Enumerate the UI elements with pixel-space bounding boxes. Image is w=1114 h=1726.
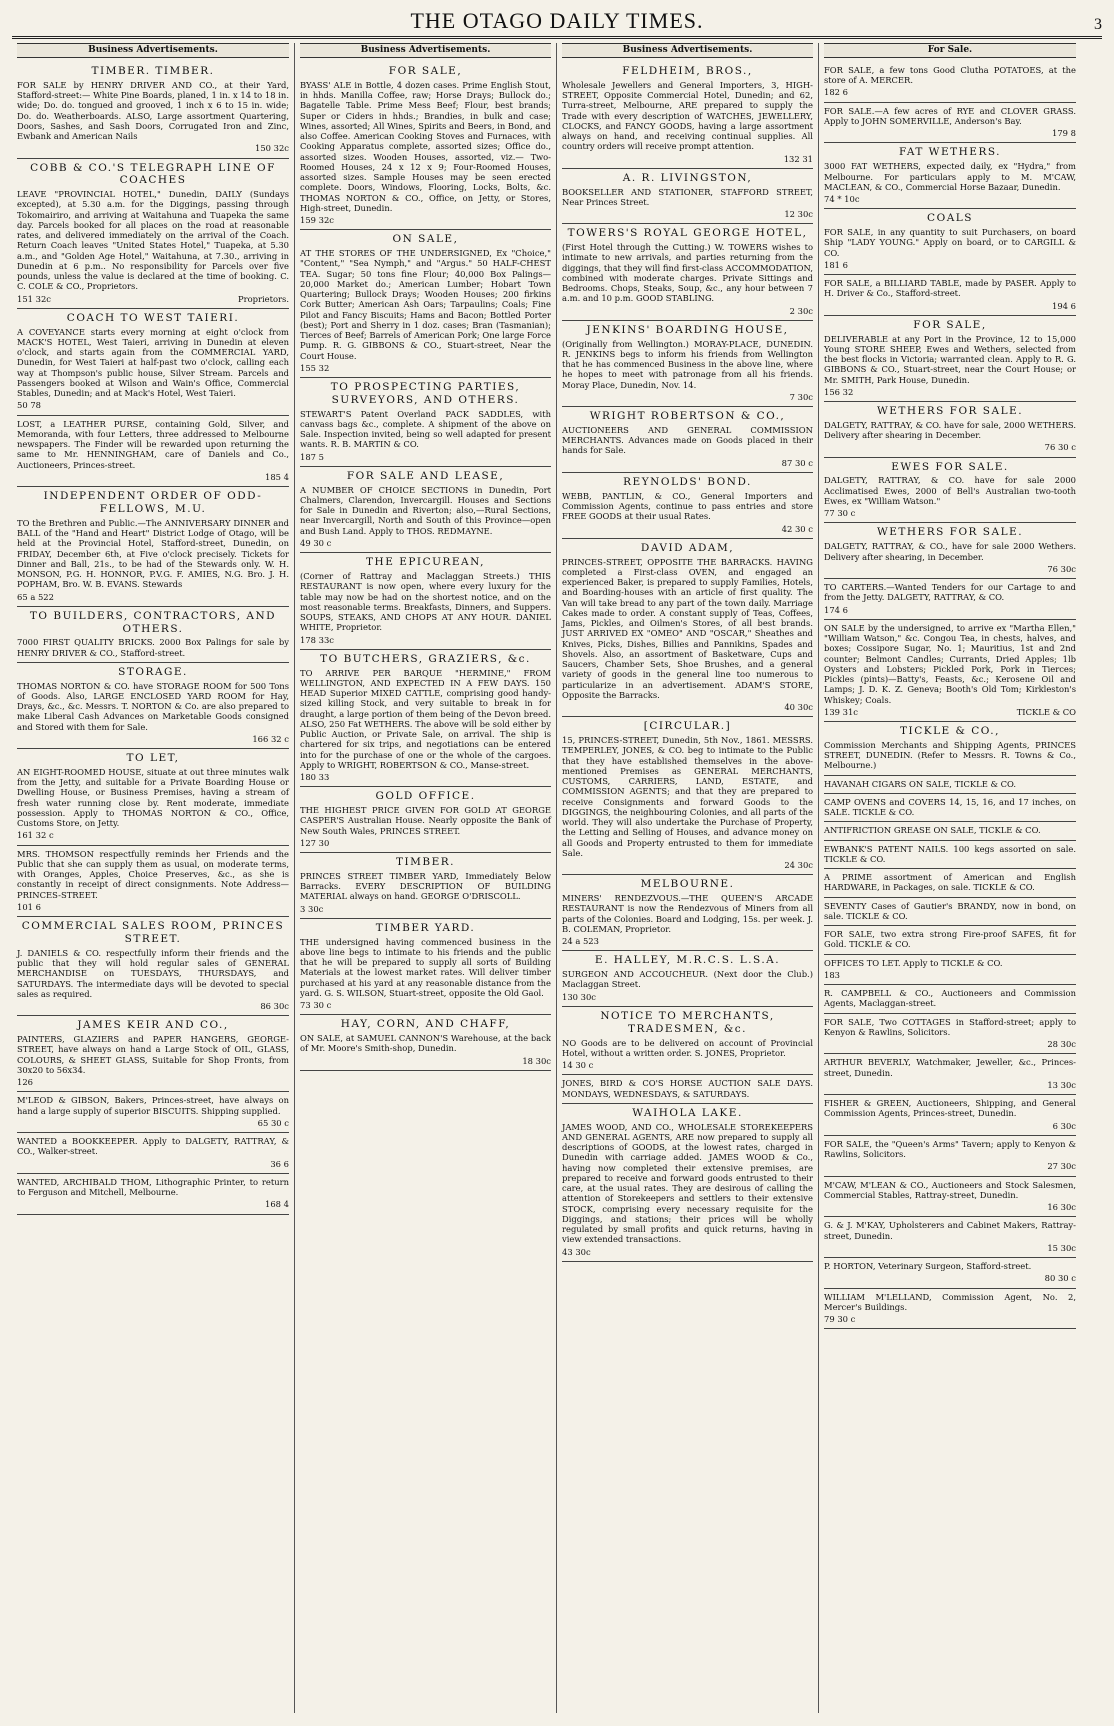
advertisement	[562, 717, 813, 875]
advertisement-title: FELDHEIM, BROS.,	[622, 64, 753, 77]
reference-right: 87 30 c	[781, 457, 813, 468]
advertisement-title: HAY, CORN, AND CHAFF,	[340, 1018, 511, 1031]
advertisement-reference	[17, 902, 289, 912]
advertisement-title: REYNOLDS' BOND.	[623, 475, 752, 488]
advertisement	[562, 473, 813, 539]
reference-left: 156 32	[824, 386, 854, 397]
advertisement	[824, 458, 1076, 524]
advertisement-reference	[300, 772, 551, 782]
advertisement-reference	[300, 904, 551, 914]
advertisement-reference	[824, 1314, 1076, 1324]
advertisement-reference	[824, 1080, 1076, 1090]
advertisement-title: COBB & CO.'S TELEGRAPH LINE OF COACHES	[30, 161, 276, 187]
advertisement-body: A COVEYANCE starts every morning at eight o'clock from MACK'S HOTEL, West Taieri, arriving in Dunedin at eleven o'clock, and starts again from the COMMERCIAL YARD, Dunedin, for West Taieri at half-past two o'clock, calling each way at Thompson's public house, Silver Stream. Parcels and Passengers booked at Wilson and Wain's Office, Commercial Stables, Dunedin; and at Mack's Hotel, West Taieri.	[17, 326, 289, 399]
advertisement-body: FOR SALE, a BILLIARD TABLE, made by PASER. Apply to H. Driver & Co., Stafford-street.	[824, 278, 1076, 299]
reference-left: 155 32	[300, 362, 330, 373]
advertisement-body: CAMP OVENS and COVERS 14, 15, 16, and 17 inches, on SALE. TICKLE & CO.	[824, 796, 1076, 818]
advertisement-body: FOR SALE by HENRY DRIVER AND CO., at their Yard, Stafford-street:— White Pine Boards, planed, 1 in. x 14 to 18 in. wide; Do. do. tongued and grooved, 1 inch x 6 to 15 in. wide; Do. do. Weatherboards. ALSO, Large assortment Quartering, Doors, Sashes, and Sash Doors, Corrugated Iron and Zinc, Ewbank and American Nails	[17, 79, 289, 142]
advertisement-title: NOTICE TO MERCHANTS, TRADESMEN, &c.	[600, 1009, 775, 1035]
advertisement-reference	[824, 128, 1076, 138]
advertisement	[562, 169, 813, 225]
advertisement-body: BOOKSELLER AND STATIONER, STAFFORD STREET, Near Princes Street.	[562, 186, 813, 207]
reference-right: 179 8	[1052, 128, 1076, 139]
reference-left: 77 30 c	[824, 508, 856, 519]
advertisement-body: 3000 FAT WETHERS, expected daily, ex "Hydra," from Melbourne. For particulars apply to M. M'CAW, MACLEAN, & CO., Commercial Horse Bazaar, Dunedin.	[824, 161, 1076, 192]
advertisement-body: ANTIFRICTION GREASE ON SALE, TICKLE & CO.	[824, 825, 1041, 836]
advertisement	[824, 1095, 1076, 1136]
advertisement	[824, 1054, 1076, 1095]
reference-left: 101 6	[17, 901, 41, 912]
reference-left: 126	[17, 1077, 33, 1088]
masthead-rule	[12, 36, 1102, 39]
column-4	[819, 43, 1081, 1713]
columns-container	[12, 43, 1102, 1713]
advertisement-reference	[824, 1121, 1076, 1131]
advertisement-reference	[824, 707, 1076, 717]
advertisement-body: M'CAW, M'LEAN & CO., Auctioneers and Stock Salesmen, Commercial Stables, Rattray-street, Dunedin.	[824, 1179, 1076, 1200]
advertisement-body: DALGETY, RATTRAY, & CO. have for sale 2000 Acclimatised Ewes, 2000 of Bell's Australian two-tooth Ewes, ex "William Watson."	[824, 475, 1076, 506]
advertisement	[824, 841, 1076, 870]
advertisement-title: WETHERS FOR SALE.	[876, 405, 1024, 418]
advertisement	[824, 275, 1076, 316]
advertisement-reference	[17, 830, 289, 840]
advertisement-reference	[824, 1202, 1076, 1212]
advertisement-reference	[824, 260, 1076, 270]
advertisement-body: LOST, a LEATHER PURSE, containing Gold, Silver, and Memoranda, with four Letters, three addressed to Melbourne newspapers. The Finder will be rewarded upon returning the same to Mr. HENNINGHAM, care of Daniels and Co., Auctioneers, Princes-street.	[17, 418, 289, 470]
advertisement-title: FOR SALE,	[913, 318, 987, 331]
advertisement	[824, 1177, 1076, 1218]
advertisement	[562, 224, 813, 321]
advertisement-title: COALS	[927, 212, 973, 225]
reference-right: 24 30c	[784, 860, 813, 871]
advertisement	[300, 853, 551, 919]
advertisement-body: TO CARTERS.—Wanted Tenders for our Cartage to and from the Jetty. DALGETY, RATTRAY, & CO.	[824, 582, 1076, 603]
reference-right: 76 30 c	[1044, 442, 1076, 453]
advertisement-title: TO BUTCHERS, GRAZIERS, &c.	[320, 652, 531, 665]
reference-right: 28 30c	[1047, 1039, 1076, 1050]
advertisement-title: FOR SALE,	[388, 64, 463, 77]
advertisement-body: EWBANK'S PATENT NAILS. 100 kegs assorted on sale. TICKLE & CO.	[824, 843, 1076, 864]
advertisement-title: MELBOURNE.	[640, 878, 735, 891]
advertisement-title: WETHERS FOR SALE.	[876, 526, 1024, 539]
advertisement-title: TIMBER.	[395, 856, 456, 869]
advertisement	[562, 407, 813, 473]
advertisement-title: ON SALE,	[392, 233, 459, 246]
advertisement-body: FOR SALE.—A few acres of RYE and CLOVER GRASS. Apply to JOHN SOMERVILLE, Anderson's Bay.	[824, 105, 1076, 126]
advertisement	[17, 917, 289, 1016]
reference-left: 43 30c	[562, 1246, 591, 1257]
reference-left: 24 a 523	[562, 936, 599, 947]
reference-right: 86 30c	[260, 1001, 289, 1012]
advertisement	[824, 822, 1076, 840]
advertisement	[17, 1016, 289, 1092]
column-heading: For Sale.	[824, 43, 1076, 58]
advertisement	[300, 553, 551, 650]
advertisement	[824, 103, 1076, 144]
advertisement	[824, 523, 1076, 579]
advertisement-title: TOWERS'S ROYAL GEORGE HOTEL,	[567, 227, 808, 240]
advertisement-body: A NUMBER OF CHOICE SECTIONS in Dunedin, Port Chalmers, Clarendon, Invercargill. Houses and Sections for Sale in Dunedin and Riverton; also,—Rural Sections, near Invercargill, North and South of this Province—open and Bush Land. Apply to THOS. REDMAYNE.	[300, 484, 551, 536]
advertisement-title: EWES FOR SALE.	[891, 460, 1009, 473]
advertisement-reference	[824, 1161, 1076, 1171]
advertisement-body: SEVENTY Cases of Gautier's BRANDY, now in bond, on sale. TICKLE & CO.	[824, 900, 1076, 921]
advertisement-body: AUCTIONEERS AND GENERAL COMMISSION MERCHANTS. Advances made on Goods placed in their hands for Sale.	[562, 424, 813, 456]
advertisement-title: TIMBER. TIMBER.	[91, 64, 215, 77]
advertisement	[300, 230, 551, 378]
reference-left: 183	[824, 969, 840, 980]
advertisement	[562, 539, 813, 718]
advertisement-body: (Corner of Rattray and Maclaggan Streets.) THIS RESTAURANT is now open, where every luxury for the table may now be had on the shortest notice, and on the most reasonable terms. Breakfasts, Dinners, and Suppers. SOUPS, STEAKS, AND CHOPS AT ANY HOUR. DANIEL WHITE, Proprietor.	[300, 571, 551, 633]
advertisement	[562, 875, 813, 951]
column-1	[12, 43, 295, 1713]
advertisement-reference	[562, 1060, 813, 1070]
reference-left: 50 78	[17, 400, 41, 411]
reference-right: 27 30c	[1047, 1161, 1076, 1172]
advertisement-body: TO the Brethren and Public.—The ANNIVERSARY DINNER and BALL of the "Hand and Heart" District Lodge of Otago, will be held at the Provincial Hotel, Stafford-street, Dunedin, on FRIDAY, December 6th, at Five o'clock precisely. Tickets for Dinner and Ball, 21s., to be had of the Stewards only. W. H. MONSON, P.G. H. HONNOR, P.V.G. F. AMIES, N.G. Bro. J. H. POPHAM, Bro. W. B. EVANS. Stewards	[17, 517, 289, 590]
advertisement-title: TIMBER YARD.	[375, 921, 476, 934]
reference-right: 6 30c	[1052, 1120, 1076, 1131]
reference-right: 7 30c	[789, 391, 813, 402]
reference-right: 185 4	[265, 471, 289, 482]
advertisement-title: FAT WETHERS.	[898, 146, 1002, 159]
advertisement-reference	[824, 1243, 1076, 1253]
advertisement-reference	[824, 194, 1076, 204]
advertisement	[300, 787, 551, 853]
advertisement-reference	[824, 564, 1076, 574]
advertisement-title: THE EPICUREAN,	[366, 556, 485, 569]
advertisement	[17, 309, 289, 416]
advertisement	[824, 955, 1076, 986]
advertisement-body: PRINCES STREET TIMBER YARD, Immediately Below Barracks. EVERY DESCRIPTION OF BUILDING MATERIAL always on hand. GEORGE O'DRISCOLL.	[300, 870, 551, 902]
advertisement-reference	[300, 215, 551, 225]
advertisement-reference	[824, 301, 1076, 311]
advertisement-reference	[824, 387, 1076, 397]
reference-right: 194 6	[1052, 300, 1076, 311]
reference-right: 40 30c	[784, 702, 813, 713]
advertisement	[300, 1015, 551, 1071]
advertisement-reference	[562, 154, 813, 164]
advertisement-reference	[562, 936, 813, 946]
advertisement-reference	[824, 508, 1076, 518]
advertisement	[562, 1104, 813, 1262]
column-2	[295, 43, 557, 1713]
advertisement-body: FOR SALE, in any quantity to suit Purchasers, on board Ship "LADY YOUNG." Apply on board, or to CARGILL & CO.	[824, 227, 1076, 258]
advertisement-body: A PRIME assortment of American and English HARDWARE, in Packages, on sale. TICKLE & CO.	[824, 872, 1076, 893]
reference-left: 79 30 c	[824, 1314, 856, 1325]
advertisement	[17, 1092, 289, 1133]
reference-right: 168 4	[265, 1199, 289, 1210]
reference-right: 16 30c	[1047, 1202, 1076, 1213]
reference-left: 74 * 10c	[824, 194, 860, 205]
reference-left: 139 31c	[824, 706, 858, 717]
advertisement	[824, 898, 1076, 927]
advertisement-body: JONES, BIRD & CO'S HORSE AUCTION SALE DAYS. MONDAYS, WEDNESDAYS, & SATURDAYS.	[562, 1078, 813, 1099]
column-3	[557, 43, 819, 1713]
advertisement	[17, 416, 289, 488]
advertisement-title: [CIRCULAR.]	[643, 720, 732, 733]
advertisement-body: Commission Merchants and Shipping Agents, PRINCES STREET, DUNEDIN. (Refer to Messrs. R. Towns & Co., Melbourne.)	[824, 739, 1076, 771]
advertisement-body: P. HORTON, Veterinary Surgeon, Stafford-street.	[824, 1261, 1032, 1272]
reference-left: 130 30c	[562, 991, 596, 1002]
advertisement	[824, 926, 1076, 955]
advertisement	[824, 1014, 1076, 1055]
advertisement-reference	[824, 1039, 1076, 1049]
advertisement-reference	[300, 838, 551, 848]
advertisement	[562, 1007, 813, 1075]
advertisement-title: GOLD OFFICE.	[375, 790, 476, 803]
advertisement	[824, 62, 1076, 103]
advertisement-body: STEWART'S Patent Overland PACK SADDLES, with canvass bags &c., complete. A shipment of the above on Sale. Inspection invited, being so well adapted for present wants. R. B. MARTIN & CO.	[300, 408, 551, 450]
advertisement-body: PAINTERS, GLAZIERS and PAPER HANGERS, GEORGE-STREET, have always on hand a Large Stock of OIL, GLASS, COLOURS, & SHEET GLASS, Suitable for Shop Fronts, from 30x20 to 56x34.	[17, 1034, 289, 1075]
reference-right: 65 30 c	[257, 1117, 289, 1128]
advertisement	[824, 794, 1076, 823]
advertisement-body: MRS. THOMSON respectfully reminds her Friends and the Public that she can supply them as usual, on moderate terms, with Oranges, Apples, Choice Preserves, &c., as she is constantly in receipt of direct consignments. Note Address—PRINCES-STREET.	[17, 848, 289, 900]
advertisement-body: SURGEON AND ACCOUCHEUR. (Next door the Club.) Maclaggan Street.	[562, 969, 813, 990]
advertisement-body: AT THE STORES OF THE UNDERSIGNED, Ex "Choice," "Content," "Sea Nymph," and "Argus." 50 HALF-CHEST TEA. Sugar; 50 tons fine Flour; 40,000 Box Palings—20,000 Market do.; American Lumber; Hobart Town Quartering; Bullock Drays; Wooden Houses; 200 firkins Cork Butter; American Ash Oars; Tarpaulins; Coals; Fine Pilot and Fancy Biscuits; Hams and Bacon; Bottled Porter (best); Port and Sherry in 1 doz. cases; Bran (Tasmanian); Tierces of Beef; Barrels of American Pork; One large Force Pump. R. G. GIBBONS & CO., Stuart-street, Near the Court House.	[300, 248, 551, 361]
advertisement-body: FISHER & GREEN, Auctioneers, Shipping, and General Commission Agents, Princes-street, Dunedin.	[824, 1098, 1076, 1119]
newspaper-title: THE OTAGO DAILY TIMES.	[410, 8, 704, 33]
advertisement-reference	[17, 143, 289, 153]
advertisement	[17, 487, 289, 607]
advertisement-reference	[300, 452, 551, 462]
advertisement	[17, 1133, 289, 1174]
advertisement-title: A. R. LIVINGSTON,	[622, 171, 753, 184]
advertisement-body: THOMAS NORTON & CO. have STORAGE ROOM for 500 Tons of Goods. Also, LARGE ENCLOSED YARD ROOM for Hay, Drays, &c., &c. Messrs. T. NORTON & Co. are also prepared to make Liberal Cash Advances on Marketable Goods consigned and Stored with them for Sale.	[17, 680, 289, 732]
advertisement-body: PRINCES-STREET, OPPOSITE THE BARRACKS. HAVING completed a First-class OVEN, and engaged an experienced Baker, is prepared to supply Families, Hotels, and Boarding-houses with an article of first quality. The Van will take bread to any part of the town daily. Marriage Cakes made to order. A constant supply of Teas, Coffees, Jams, Pickles, and Oilmen's Stores, of all best brands. JUST ARRIVED EX "OMEO" AND "OSCAR," Sheathes and Knives, Picks, Dishes, Billies and Pannikins, Spades and Shovels. Also, an assortment of Basketware, Cups and Saucers, Chamber Sets, Shoe Brushes, and a general variety of goods in the general line too numerous to particularize in an advertisement. ADAM'S STORE, Opposite the Barracks.	[562, 556, 813, 700]
reference-right: 132 31	[783, 153, 813, 164]
newspaper-page	[12, 6, 1102, 1720]
advertisement-reference	[300, 1000, 551, 1010]
advertisement-title: WRIGHT ROBERTSON & CO.,	[589, 410, 786, 423]
advertisement	[17, 607, 289, 663]
advertisement-reference	[300, 363, 551, 373]
advertisement-reference	[17, 1199, 289, 1209]
advertisement	[562, 321, 813, 407]
advertisement-body: WANTED, ARCHIBALD THOM, Lithographic Printer, to return to Ferguson and Mitchell, Melbourne.	[17, 1176, 289, 1198]
advertisement-reference	[17, 1159, 289, 1169]
advertisement	[824, 1289, 1076, 1330]
masthead	[12, 6, 1102, 34]
advertisement	[562, 951, 813, 1007]
advertisement-body: 7000 FIRST QUALITY BRICKS. 2000 Box Palings for sale by HENRY DRIVER & CO., Stafford-street.	[17, 637, 289, 658]
advertisement-title: COACH TO WEST TAIERI.	[66, 311, 240, 324]
reference-left: 127 30	[300, 837, 330, 848]
column-heading: Business Advertisements.	[17, 43, 289, 58]
advertisement-title: INDEPENDENT ORDER OF ODD-FELLOWS, M.U.	[43, 490, 263, 515]
advertisement-reference	[824, 605, 1076, 615]
reference-right: 150 32c	[255, 143, 289, 154]
advertisement-body: (First Hotel through the Cutting.) W. TOWERS wishes to intimate to new arrivals, and parties returning from the diggings, that they will find first-class ACCOMMODATION, combined with moderate charges. Private Sittings and Bedrooms. Chops, Steaks, Soup, &c., any hour between 7 a.m. and 10 p.m. GOOD STABLING.	[562, 242, 813, 304]
advertisement-body: Wholesale Jewellers and General Importers, 3, HIGH-STREET, Opposite Commercial Hotel, Dunedin; and 62, Turra-street, Melbourne, ARE prepared to supply the Trade with every description of WATCHES, JEWELLERY, CLOCKS, and FANCY GOODS, having a large assortment always on hand, and receiving continual supplies. All country orders will receive prompt attention.	[562, 79, 813, 152]
advertisement-body: WILLIAM M'LELLAND, Commission Agent, No. 2, Mercer's Buildings.	[824, 1291, 1076, 1312]
advertisement-body: ON SALE, at SAMUEL CANNON'S Warehouse, at the back of Mr. Moore's Smith-shop, Dunedin.	[300, 1033, 551, 1054]
reference-left: 181 6	[824, 259, 848, 270]
advertisement	[17, 846, 289, 918]
advertisement-body: DALGETY, RATTRAY, & CO., have for sale 2000 Wethers. Delivery after shearing, in December.	[824, 541, 1076, 562]
advertisement-title: JAMES KEIR AND CO.,	[77, 1019, 229, 1032]
advertisement	[824, 316, 1076, 402]
reference-right: 15 30c	[1047, 1242, 1076, 1253]
advertisement-reference	[17, 1001, 289, 1011]
advertisement-body: R. CAMPBELL & CO., Auctioneers and Commission Agents, Maclaggan-street.	[824, 988, 1076, 1009]
advertisement-body: FOR SALE, a few tons Good Clutha POTATOES, at the store of A. MERCER.	[824, 64, 1076, 86]
advertisement	[824, 620, 1076, 722]
advertisement	[562, 1075, 813, 1104]
advertisement	[300, 467, 551, 553]
advertisement-body: BYASS' ALE in Bottle, 4 dozen cases. Prime English Stout, in hhds. Manilla Coffee, raw; Horse Drays; Bullock do.; Bagatelle Table. Prime Mess Beef; Flour, best brands; Super or Ciders in hhds.; Brandies, in bulk and case; Wines, assorted; All Wines, Spirits and Beers, in Bond, and also Coffee. American Cooking Stoves and Furnaces, with Cooking Apparatus complete, assorted sizes; Office do., assorted sizes. Wooden Houses, assorted, viz.— Two-Roomed Houses, 24 x 12 x 9; Four-Roomed Houses, assorted sizes. Sample Houses may be seen erected complete. Doors, Windows, Flooring, Locks, Bolts, &c. THOMAS NORTON & CO., Office, on Jetty, or Stores, High-street, Dunedin.	[300, 79, 551, 213]
advertisement-reference	[562, 458, 813, 468]
advertisement-title: TO BUILDERS, CONTRACTORS, AND OTHERS.	[29, 609, 277, 635]
advertisement-body: FOR SALE, Two COTTAGES in Stafford-street; apply to Kenyon & Rawlins, Solicitors.	[824, 1016, 1076, 1037]
advertisement-title: JENKINS' BOARDING HOUSE,	[586, 323, 789, 336]
advertisement-title: FOR SALE AND LEASE,	[346, 469, 505, 482]
advertisement	[824, 1258, 1076, 1289]
advertisement-body: ON SALE by the undersigned, to arrive ex "Martha Ellen," "William Watson," &c. Congou Tea, in chests, halves, and boxes; Cossipore Sugar, No. 1; Mauritius, 1st and 2nd counter; Belmont Candles; Currants, Dried Apples; 1lb Oysters and Lobsters; Pickled Pork, Pork in Tierces; Pickles (pints)—Batty's, Feasts, &c.; Kerosene Oil and Lamps; J. D. K. Z. Geneva; Booth's Old Tom; Kirkleston's Whiskey; Coals.	[824, 622, 1076, 705]
advertisement-body: FOR SALE, the "Queen's Arms" Tavern; apply to Kenyon & Rawlins, Solicitors.	[824, 1138, 1076, 1160]
reference-left: 65 a 522	[17, 591, 54, 602]
advertisement-body: J. DANIELS & CO. respectfully inform their friends and the public that they will hold regular sales of GENERAL MERCHANDISE on TUESDAYS, THURSDAYS, and SATURDAYS. The intermediate days will be devoted to special sales as required.	[17, 947, 289, 999]
reference-left: 182 6	[824, 87, 848, 98]
advertisement-body: DALGETY, RATTRAY, & CO. have for sale, 2000 WETHERS. Delivery after shearing in December.	[824, 419, 1076, 441]
advertisement	[824, 579, 1076, 620]
advertisement-body: G. & J. M'KAY, Upholsterers and Cabinet Makers, Rattray-street, Dunedin.	[824, 1220, 1076, 1241]
advertisement-reference	[824, 970, 1076, 980]
reference-right: 80 30 c	[1044, 1273, 1076, 1284]
advertisement-reference	[17, 1077, 289, 1087]
column-heading: Business Advertisements.	[300, 43, 551, 58]
advertisement-body: ARTHUR BEVERLY, Watchmaker, Jeweller, &c., Princes-street, Dunedin.	[824, 1057, 1076, 1078]
advertisement-body: THE undersigned having commenced business in the above line begs to intimate to his friends and the public that he will be prepared to supply all sorts of Building Materials at the lowest market rates. Will deliver timber purchased at his yard at any reasonable distance from the yard. G. S. WILSON, Stuart-street, opposite the Old Gaol.	[300, 936, 551, 998]
advertisement	[824, 722, 1076, 776]
advertisement-reference	[562, 1247, 813, 1257]
advertisement-body: THE HIGHEST PRICE GIVEN FOR GOLD AT GEORGE CASPER'S Australian House. Nearly opposite the Bank of New South Wales, PRINCES STREET.	[300, 805, 551, 836]
advertisement	[824, 776, 1076, 794]
advertisement	[17, 62, 289, 159]
advertisement	[824, 1136, 1076, 1177]
page-number: 3	[1094, 16, 1102, 33]
advertisement	[17, 663, 289, 749]
advertisement-reference	[824, 87, 1076, 97]
advertisement-body: NO Goods are to be delivered on account of Provincial Hotel, without a written order. S. JONES, Proprietor.	[562, 1037, 813, 1058]
advertisement-reference	[824, 1273, 1076, 1283]
advertisement	[300, 62, 551, 230]
advertisement-body: JAMES WOOD, AND CO., WHOLESALE STOREKEEPERS AND GENERAL AGENTS, ARE now prepared to supply all descriptions of GOODS, at the lowest rates, charged in Dunedin with carriage added. JAMES WOOD & Co., having now completed their extensive premises, are prepared to receive and forward goods entrusted to their care, at the usual rates. They are desirous of calling the attention of Storekeepers and settlers to their extensive STOCK, comprising every necessary requisite for the Diggings, and stations; their prices will be wholly regulated by small profits and quick returns, having in view extended transactions.	[562, 1121, 813, 1245]
advertisement-reference	[562, 306, 813, 316]
advertisement-body: MINERS' RENDEZVOUS.—THE QUEEN'S ARCADE RESTAURANT is now the Rendezvous of Miners from all parts of the Colonies. Board and Lodging, 15s. per week. J. B. COLEMAN, Proprietor.	[562, 893, 813, 934]
advertisement-body: FOR SALE, two extra strong Fire-proof SAFES, fit for Gold. TICKLE & CO.	[824, 929, 1076, 950]
advertisement-reference	[17, 400, 289, 410]
advertisement-reference	[562, 392, 813, 402]
advertisement-body: AN EIGHT-ROOMED HOUSE, situate at out three minutes walk from the Jetty, and suitable for a Private Boarding House or Dwelling House, or Business Premises, having a stream of fresh water running close by. Rent moderate, immediate possession. Apply to THOMAS NORTON & CO., Office, Customs Store, on Jetty.	[17, 766, 289, 829]
advertisement	[824, 209, 1076, 275]
advertisement-reference	[562, 209, 813, 219]
reference-left: 180 33	[300, 772, 330, 783]
advertisement-reference	[17, 734, 289, 744]
column-heading: Business Advertisements.	[562, 43, 813, 58]
advertisement	[300, 378, 551, 467]
reference-right: 76 30c	[1047, 563, 1076, 574]
advertisement-body: WANTED a BOOKKEEPER. Apply to DALGETY, RATTRAY, & CO., Walker-street.	[17, 1136, 289, 1157]
reference-left: 14 30 c	[562, 1060, 594, 1071]
reference-right: 2 30c	[789, 305, 813, 316]
reference-left: 159 32c	[300, 215, 334, 226]
reference-right: Proprietors.	[237, 293, 289, 304]
advertisement-body: HAVANAH CIGARS ON SALE, TICKLE & CO.	[824, 778, 1017, 789]
advertisement	[300, 919, 551, 1016]
advertisement-title: COMMERCIAL SALES ROOM, PRINCES STREET.	[21, 920, 285, 945]
reference-right: 166 32 c	[252, 733, 289, 744]
reference-left: 73 30 c	[300, 1000, 332, 1011]
reference-right: TICKLE & CO	[1016, 706, 1076, 717]
advertisement-reference	[17, 1118, 289, 1128]
advertisement-title: E. HALLEY, M.R.C.S. L.S.A.	[594, 954, 781, 967]
reference-left: 174 6	[824, 604, 848, 615]
reference-right: 18 30c	[522, 1055, 551, 1066]
advertisement-body: LEAVE "PROVINCIAL HOTEL," Dunedin, DAILY (Sundays excepted), at 5.30 a.m. for the Diggings, passing through Tokomairiro, and arriving at Waitahuna and Tuapeka the same day. Parcels booked for all places on the road at reasonable rates, and delivered immediately on the arrival of the Coach. Return Coach leaves "United States Hotel," Tuapeka, at 5.30 a.m., and "Golden Age Hotel," Waitahuna, at 7.30., arriving in Dunedin at 6 p.m.. No responsibility for Parcels over five pounds, unless the value is declared at the time of booking. C. C. COLE & CO., Proprietors.	[17, 189, 289, 292]
advertisement	[562, 62, 813, 169]
reference-left: 49 30 c	[300, 537, 332, 548]
advertisement	[17, 1174, 289, 1215]
reference-right: 13 30c	[1047, 1079, 1076, 1090]
advertisement-reference	[300, 1056, 551, 1066]
reference-right: 36 6	[270, 1158, 289, 1169]
reference-left: 178 33c	[300, 634, 334, 645]
advertisement	[300, 650, 551, 788]
advertisement-reference	[300, 538, 551, 548]
reference-left: 3 30c	[300, 903, 324, 914]
advertisement-title: TO PROSPECTING PARTIES, SURVEYORS, AND OTHERS.	[330, 381, 521, 406]
advertisement	[17, 749, 289, 846]
advertisement-reference	[300, 635, 551, 645]
advertisement-body: DELIVERABLE at any Port in the Province, 12 to 15,000 Young STORE SHEEP, Ewes and Wethers, selected from the best flocks in Victoria; warranted clean. Apply to R. G. GIBBONS & CO., Stuart-street, near the Court House; or Mr. SMITH, Park House, Dunedin.	[824, 333, 1076, 385]
advertisement-reference	[824, 442, 1076, 452]
advertisement-reference	[562, 992, 813, 1002]
reference-left: 187 5	[300, 451, 324, 462]
advertisement-body: 15, PRINCES-STREET, Dunedin, 5th Nov., 1861. MESSRS. TEMPERLEY, JONES, & CO. beg to intimate to the Public that they have established themselves in the above-mentioned Premises as GENERAL MERCHANTS, CUSTOMS, CARRIERS, LAND, ESTATE, and COMMISSION AGENTS; and that they are prepared to receive Consignments and forward Goods to the DIGGINGS, the neighbouring Colonies, and all parts of the world. They will also undertake the Purchase of Property, the Letting and Selling of Houses, and advance money on all Goods and Property entrusted to them for immediate Sale.	[562, 735, 813, 858]
advertisement-reference	[17, 472, 289, 482]
advertisement	[824, 869, 1076, 898]
advertisement-body: TO ARRIVE PER BARQUE "HERMINE," FROM WELLINGTON, AND EXPECTED IN A FEW DAYS. 150 HEAD Superior MIXED CATTLE, comprising good handy-sized killing Stock, and very suitable to break in for draught, a large portion of them being of the Devon breed. ALSO, 250 Fat WETHERS. The above will be sold either by Public Auction, or Private Sale, on arrival. The ship is chartered for six trips, and negotiations can be entered into for the purchase of one or the whole of the cargoes. Apply to WRIGHT, ROBERTSON & CO., Manse-street.	[300, 667, 551, 770]
advertisement	[824, 143, 1076, 209]
advertisement-reference	[562, 860, 813, 870]
advertisement-body: M'LEOD & GIBSON, Bakers, Princes-street, have always on hand a large supply of superior BISCUITS. Shipping supplied.	[17, 1095, 289, 1116]
advertisement-reference	[562, 524, 813, 534]
advertisement	[824, 1217, 1076, 1258]
advertisement-title: STORAGE.	[118, 665, 188, 678]
reference-right: 12 30c	[784, 209, 813, 220]
reference-left: 161 32 c	[17, 830, 54, 841]
advertisement-title: DAVID ADAM,	[640, 541, 735, 554]
advertisement-reference	[562, 702, 813, 712]
advertisement-title: TO LET,	[126, 752, 180, 765]
advertisement-reference	[17, 592, 289, 602]
advertisement-body: WEBB, PANTLIN, & CO., General Importers and Commission Agents, continue to pass entries and store FREE GOODS at their usual Rates.	[562, 490, 813, 522]
reference-right: 42 30 c	[781, 523, 813, 534]
advertisement	[824, 402, 1076, 458]
advertisement-reference	[17, 294, 289, 304]
reference-left: 151 32c	[17, 293, 51, 304]
advertisement-title: TICKLE & CO.,	[900, 725, 1000, 737]
advertisement-body: (Originally from Wellington.) MORAY-PLACE, DUNEDIN. R. JENKINS begs to inform his friends from Wellington that he has commenced Business in the above line, where he hopes to meet with patronage from all his friends. Moray Place, Dunedin, Nov. 14.	[562, 338, 813, 390]
advertisement-title: WAIHOLA LAKE.	[632, 1106, 743, 1119]
advertisement	[824, 985, 1076, 1014]
advertisement	[17, 159, 289, 309]
advertisement-body: OFFICES TO LET. Apply to TICKLE & CO.	[824, 957, 1003, 968]
